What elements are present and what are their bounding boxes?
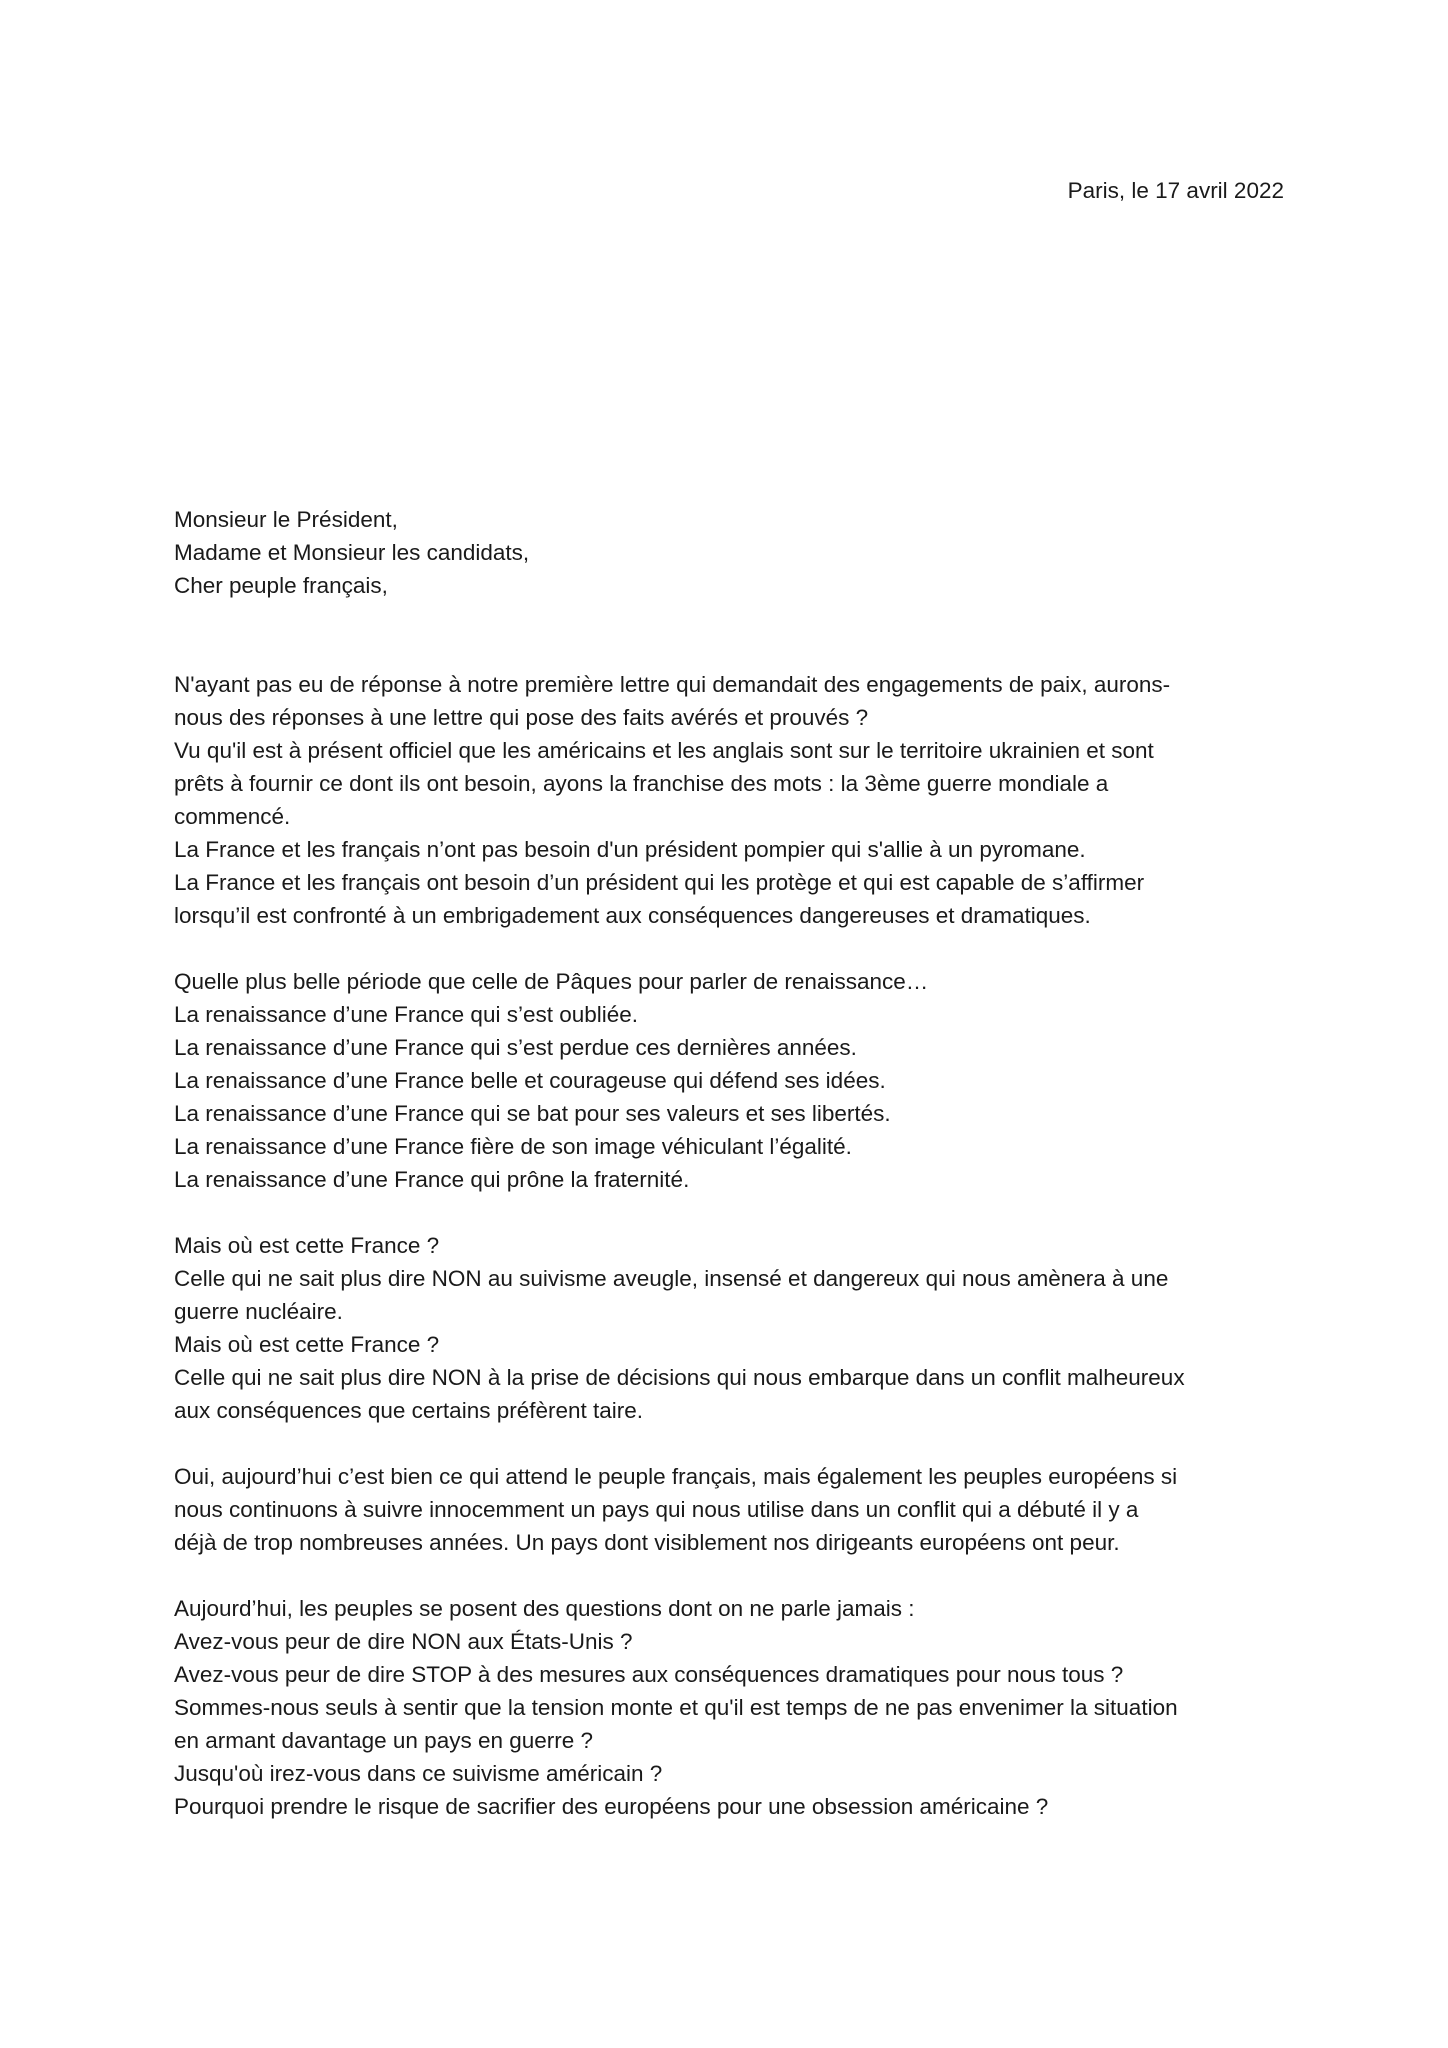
paragraph-line: Mais où est cette France ? [174, 1233, 440, 1258]
paragraph-line: Celle qui ne sait plus dire NON à la prise de décisions qui nous embarque dans un conflit malheureux [174, 1365, 1185, 1390]
paragraph-spacer [174, 932, 1284, 965]
salutation-line: Cher peuple français, [174, 573, 388, 598]
paragraph-line: Vu qu'il est à présent officiel que les américains et les anglais sont sur le territoire ukrainien et sont [174, 738, 1154, 763]
paragraph-line: Jusqu'où irez-vous dans ce suivisme américain ? [174, 1761, 663, 1786]
paragraph-line: commencé. [174, 804, 291, 829]
paragraph-2 [174, 965, 1284, 1196]
paragraph-1 [174, 668, 1284, 932]
salutation-spacer [174, 602, 1284, 668]
paragraph-line: La renaissance d’une France fière de son image véhiculant l’égalité. [174, 1134, 852, 1159]
salutation-line: Madame et Monsieur les candidats, [174, 540, 530, 565]
paragraph-spacer [174, 1559, 1284, 1592]
paragraph-line: N'ayant pas eu de réponse à notre première lettre qui demandait des engagements de paix, aurons- [174, 672, 1171, 697]
paragraph-line: La renaissance d’une France qui prône la fraternité. [174, 1167, 690, 1192]
paragraph-line: déjà de trop nombreuses années. Un pays dont visiblement nos dirigeants européens ont peur. [174, 1530, 1120, 1555]
salutation-line: Monsieur le Président, [174, 507, 398, 532]
paragraph-line: La renaissance d’une France qui s’est perdue ces dernières années. [174, 1035, 857, 1060]
paragraph-line: Avez-vous peur de dire NON aux États-Unis ? [174, 1629, 633, 1654]
paragraph-5 [174, 1592, 1284, 1823]
letter-date: Paris, le 17 avril 2022 [1067, 178, 1284, 203]
paragraph-line: La France et les français n’ont pas besoin d'un président pompier qui s'allie à un pyromane. [174, 837, 1086, 862]
paragraph-line: La renaissance d’une France qui se bat pour ses valeurs et ses libertés. [174, 1101, 891, 1126]
paragraph-3 [174, 1229, 1284, 1427]
paragraph-line: Oui, aujourd’hui c’est bien ce qui attend le peuple français, mais également les peuples européens si [174, 1464, 1178, 1489]
paragraph-line: Pourquoi prendre le risque de sacrifier des européens pour une obsession américaine ? [174, 1794, 1049, 1819]
paragraph-line: La renaissance d’une France qui s’est oubliée. [174, 1002, 639, 1027]
salutation-block [174, 503, 1284, 602]
paragraph-spacer [174, 1196, 1284, 1229]
paragraph-line: Aujourd’hui, les peuples se posent des questions dont on ne parle jamais : [174, 1596, 915, 1621]
paragraph-line: guerre nucléaire. [174, 1299, 343, 1324]
paragraph-line: aux conséquences que certains préfèrent taire. [174, 1398, 644, 1423]
paragraph-line: La France et les français ont besoin d’un président qui les protège et qui est capable de s’affirmer [174, 870, 1145, 895]
paragraph-line: nous continuons à suivre innocemment un pays qui nous utilise dans un conflit qui a débuté il y a [174, 1497, 1139, 1522]
paragraph-line: Sommes-nous seuls à sentir que la tension monte et qu'il est temps de ne pas envenimer la situation [174, 1695, 1178, 1720]
paragraph-line: prêts à fournir ce dont ils ont besoin, ayons la franchise des mots : la 3ème guerre mondiale a [174, 771, 1109, 796]
paragraph-spacer [174, 1427, 1284, 1460]
paragraph-line: nous des réponses à une lettre qui pose des faits avérés et prouvés ? [174, 705, 869, 730]
paragraph-line: en armant davantage un pays en guerre ? [174, 1728, 594, 1753]
paragraph-line: Mais où est cette France ? [174, 1332, 440, 1357]
paragraph-line: Quelle plus belle période que celle de Pâques pour parler de renaissance… [174, 969, 929, 994]
paragraph-line: La renaissance d’une France belle et courageuse qui défend ses idées. [174, 1068, 886, 1093]
paragraph-line: lorsqu’il est confronté à un embrigadement aux conséquences dangereuses et dramatiques. [174, 903, 1091, 928]
letter-body [174, 503, 1284, 1823]
paragraph-line: Avez-vous peur de dire STOP à des mesures aux conséquences dramatiques pour nous tous ? [174, 1662, 1124, 1687]
paragraph-line: Celle qui ne sait plus dire NON au suivisme aveugle, insensé et dangereux qui nous amènera à une [174, 1266, 1169, 1291]
paragraph-4 [174, 1460, 1284, 1559]
